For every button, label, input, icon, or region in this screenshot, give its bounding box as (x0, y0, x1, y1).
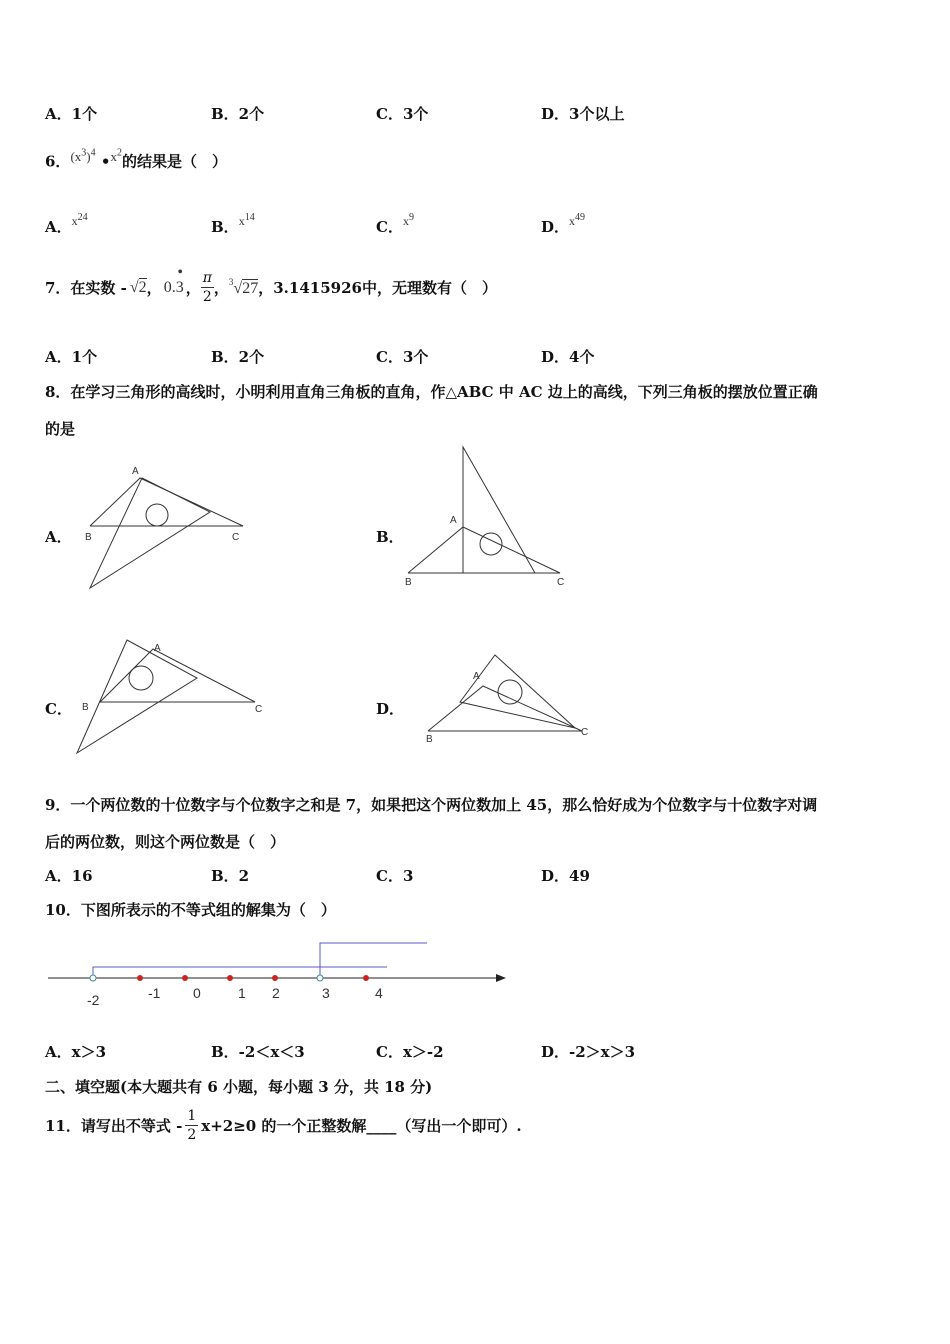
point-2 (272, 975, 278, 981)
q6-option-c: C．$^{x^9}$ (376, 212, 414, 236)
label-b: B (85, 532, 92, 543)
q7-option-b: B．2个 (211, 348, 265, 366)
set-square (463, 447, 535, 573)
q6-number: 6． (45, 152, 71, 171)
q10-option-a: A．x＞3 (45, 1043, 107, 1061)
q7-repeating-decimal: • 0.3 (163, 264, 184, 296)
q8-figure-b (400, 445, 575, 590)
section-2-heading: 二、填空题(本大题共有 6 小题，每小题 3 分，共 18 分) (45, 1078, 433, 1096)
solution-bracket-left (93, 967, 387, 978)
triangle-abc (100, 649, 255, 702)
q11-prefix: 11．请写出不等式 - (45, 1116, 183, 1135)
q6-option-a: A．$^{x^{24}}$ (45, 212, 88, 236)
q6-option-d: D．$^{x^{49}}$ (541, 212, 586, 236)
label-a: A (450, 515, 457, 526)
q5-option-b: B．2个 (211, 105, 265, 123)
label-c: C (557, 577, 565, 588)
tick-label: -1 (148, 985, 161, 1001)
tick-label: 1 (238, 985, 246, 1001)
q9-option-d: D．49 (541, 867, 590, 885)
q10-option-c: C．x＞-2 (376, 1043, 444, 1061)
label-c: C (581, 727, 589, 738)
q8-option-d: D． (376, 700, 405, 718)
q5-option-c: C．3个 (376, 105, 429, 123)
q7-cube-root: $^3$√27 (228, 277, 259, 297)
set-square-hole (498, 680, 522, 704)
q7-pi-over-2: $\frac{\pi}{2}$ (202, 270, 212, 305)
question-7: 7．在实数 - √2 ， • 0.3 ， $\frac{\pi}{2}$ ， $^3$√27 ， 3.1415926 中，无理数有（ ） (45, 264, 497, 305)
tick-label: 4 (375, 985, 383, 1001)
set-square (77, 640, 197, 753)
q8-option-a: A． (45, 528, 72, 546)
question-11 (45, 1100, 522, 1150)
set-square-hole (129, 666, 153, 690)
tick-label: 2 (272, 985, 280, 1001)
q10-option-b: B．-2＜x＜3 (211, 1043, 305, 1061)
label-c: C (255, 704, 263, 715)
q7-suffix: 中，无理数有（ ） (361, 279, 497, 297)
point-1 (227, 975, 233, 981)
q8-figure-d (420, 650, 600, 750)
label-b: B (426, 734, 433, 745)
q6-tail: 的结果是（ ） (121, 152, 227, 171)
q8-figure-a (80, 460, 250, 595)
q8-option-b: B． (376, 528, 404, 546)
q7-option-a: A．1个 (45, 348, 98, 366)
q7-option-d: D．4个 (541, 348, 595, 366)
set-square-hole (146, 504, 168, 526)
q10-number-line (40, 935, 520, 1010)
question-6: 6．$(x^3)^4$ $•x^2$的结果是（ ） (45, 148, 227, 171)
q6-expression: $(x^3)^4$ (70, 148, 96, 165)
q5-option-a: A．1个 (45, 105, 98, 123)
label-a: A (154, 643, 161, 654)
q7-sqrt2: √2 (129, 278, 147, 296)
tick-label: 3 (322, 985, 330, 1001)
label-a: A (132, 466, 139, 477)
q8-stem-line1: 8．在学习三角形的高线时，小明利用直角三角板的直角，作△ABC 中 AC 边上的高线，下列三角板的摆放位置正确 (45, 383, 818, 401)
q5-option-d: D．3个以上 (541, 105, 625, 123)
point-4 (363, 975, 369, 981)
label-c: C (232, 532, 240, 543)
q8-option-c: C． (45, 700, 72, 718)
q6-option-b: B．$^{x^{14}}$ (211, 212, 255, 236)
q8-figure-c (72, 635, 272, 760)
q10-stem: 10．下图所表示的不等式组的解集为（ ） (45, 901, 336, 919)
axis-arrow-icon (496, 974, 506, 982)
q8-stem-line2: 的是 (45, 420, 76, 438)
point-minus-1 (137, 975, 143, 981)
triangle-abc (408, 527, 560, 573)
triangle-abc (90, 478, 243, 526)
q6-x-squared: $x^2$ (110, 148, 122, 165)
label-a: A (473, 671, 480, 682)
tick-label: 0 (193, 985, 201, 1001)
q9-option-a: A．16 (45, 867, 93, 885)
set-square (460, 655, 575, 728)
q7-pi-approx: 3.1415926 (273, 278, 362, 297)
point-minus-2 (90, 975, 96, 981)
q9-option-c: C．3 (376, 867, 414, 885)
solution-bracket-right (320, 943, 427, 978)
label-b: B (405, 577, 412, 588)
point-3 (317, 975, 323, 981)
q10-option-d: D．-2＞x＞3 (541, 1043, 636, 1061)
q11-suffix: x+2≥0 的一个正整数解____（写出一个即可）. (201, 1116, 522, 1135)
set-square (90, 478, 210, 588)
point-0 (182, 975, 188, 981)
label-b: B (82, 702, 89, 713)
q9-option-b: B．2 (211, 867, 250, 885)
q7-prefix: 7．在实数 - (45, 279, 127, 297)
q9-stem-line2: 后的两位数，则这个两位数是（ ） (45, 833, 286, 851)
q11-fraction: $\frac{1}{2}$ (187, 1107, 197, 1143)
q9-stem-line1: 9．一个两位数的十位数字与个位数字之和是 7，如果把这个两位数加上 45，那么恰好成为个位数字与十位数字对调 (45, 796, 818, 814)
tick-label: -2 (87, 992, 100, 1008)
q7-option-c: C．3个 (376, 348, 429, 366)
